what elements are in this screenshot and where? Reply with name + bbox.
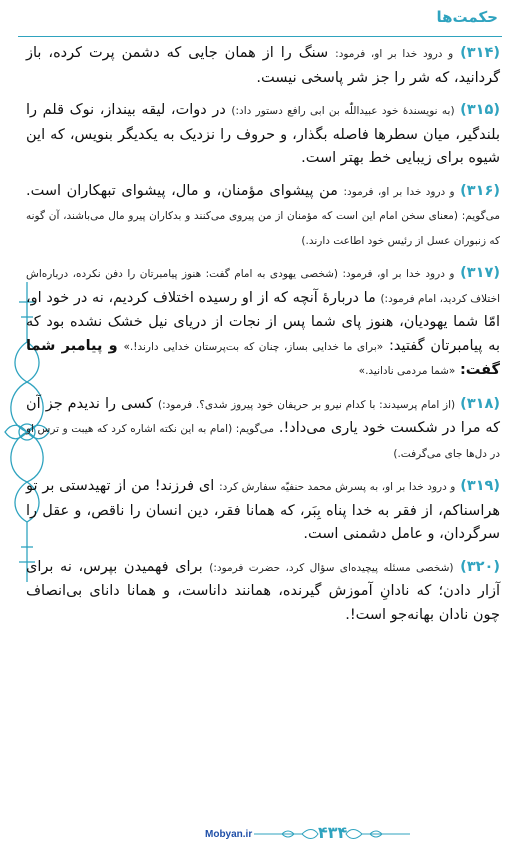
page-number: ۴۳۴ — [318, 823, 348, 842]
footer-ornament-left-icon — [252, 826, 322, 842]
entry-note: (شخصی مسئله پیچیده‌ای سؤال کرد، حضرت فرمود:) — [209, 561, 454, 574]
entry-316 — [26, 180, 500, 254]
entry-text: من پیشوای مؤمنان، و مال، پیشوای تبهکاران است. — [26, 182, 338, 199]
entry-note: و درود خدا بر او، فرمود: — [343, 185, 455, 198]
entry-text: سنگ را از همان جایی که دشمن پرت کرده، باز گردانید، که شر را جز شر پاسخی نیست. — [26, 45, 500, 86]
page-footer — [0, 821, 520, 847]
entry-note: و درود خدا بر او، فرمود: — [335, 48, 454, 60]
entry-text: برای فهمیدن بپرس، نه برای آزار دادن؛ که نادانِ آموزش گیرنده، همانند داناست، و همانا دانای بی‌انصاف چون نادان بهانه‌جو است!. — [26, 558, 500, 623]
entry-number: (۳۱۵) — [460, 102, 501, 118]
entry-315 — [26, 99, 500, 171]
entry-320 — [26, 556, 500, 628]
entry-318 — [26, 393, 500, 467]
entry-commentary: می‌گویم: (امام به این نکته اشاره کرد که هیبت و ترس او در دل‌ها جای می‌گرفت.) — [26, 423, 500, 460]
entry-text: ما دربارهٔ آنچه که از او رسیده اختلاف کردیم، نه در خود او، امّا شما یهودیان، هنوز پای شما پس از نجات از دریای نیل خشک نشده بود که به پیامبرتان گفتید: — [26, 289, 501, 354]
entry-314 — [26, 42, 500, 90]
entry-number: (۳۱۶) — [460, 182, 500, 199]
header-rule — [18, 36, 502, 37]
entry-317 — [26, 262, 500, 384]
footer-ornament-right-icon — [342, 826, 412, 842]
entry-number: (۳۱۴) — [460, 45, 500, 61]
entry-text: در دوات، لیقه بینداز، نوک قلم را بلندگیر، میان سطرها فاصله بگذار، و حروف را نزدیک به یکدیگر بنویس، که این شیوه برای زیبایی خط بهتر است. — [26, 102, 500, 166]
entry-commentary: می‌گویم: (معنای سخن امام این است که مؤمنان از من پیروی می‌کنند و بدکاران پیرو مال می‌باشند، آن گونه که زنبوران عسل از رئیس خود اطاعت دارند.) — [26, 210, 500, 247]
site-watermark: Mobyan.ir — [205, 829, 253, 840]
entry-number: (۳۱۹) — [460, 478, 501, 494]
entry-text: ای فرزند! من از تهیدستی بر تو هراسناکم، از فقر به خدا پناه بِبَر، که همانا فقر، دین انسان را ناقص، و عقل را سرگردان، و عامل دشمنی است. — [26, 478, 500, 542]
entry-note: و درود خدا بر او، فرمود: (شخصی یهودی به امام گفت: هنوز پیامبرتان را دفن نکرده، درباره‌اش اختلاف کردید، امام فرمود:) — [26, 268, 500, 305]
entry-quote: «شما مردمی نادانید.» — [358, 365, 456, 377]
chapter-title: حکمت‌ها — [436, 8, 498, 26]
entry-number: (۳۲۰) — [460, 558, 501, 575]
entry-note: و درود خدا بر او، به پسرش محمد حنفیّه سفارش کرد: — [219, 481, 456, 493]
entry-text: کسی را ندیدم جز آن که مرا در شکست خود یاری می‌داد!. — [26, 395, 501, 436]
entry-number: (۳۱۷) — [460, 265, 500, 281]
entry-quote: «برای ما خدایی بساز، چنان که بت‌پرستان خدایی دارند!.» — [123, 340, 384, 353]
entry-note: (از امام پرسیدند: با کدام نیرو بر حریفان خود پیروز شدی؟. فرمود:) — [158, 398, 456, 411]
entry-number: (۳۱۸) — [460, 395, 501, 412]
entry-text-continued: و پیامبر شما گفت: — [26, 337, 500, 378]
hikmat-list — [26, 42, 500, 636]
entry-note: (به نویسندهٔ خود عبیداللّٰه بن ابی رافع دستور داد:) — [231, 105, 455, 117]
entry-319 — [26, 475, 500, 547]
